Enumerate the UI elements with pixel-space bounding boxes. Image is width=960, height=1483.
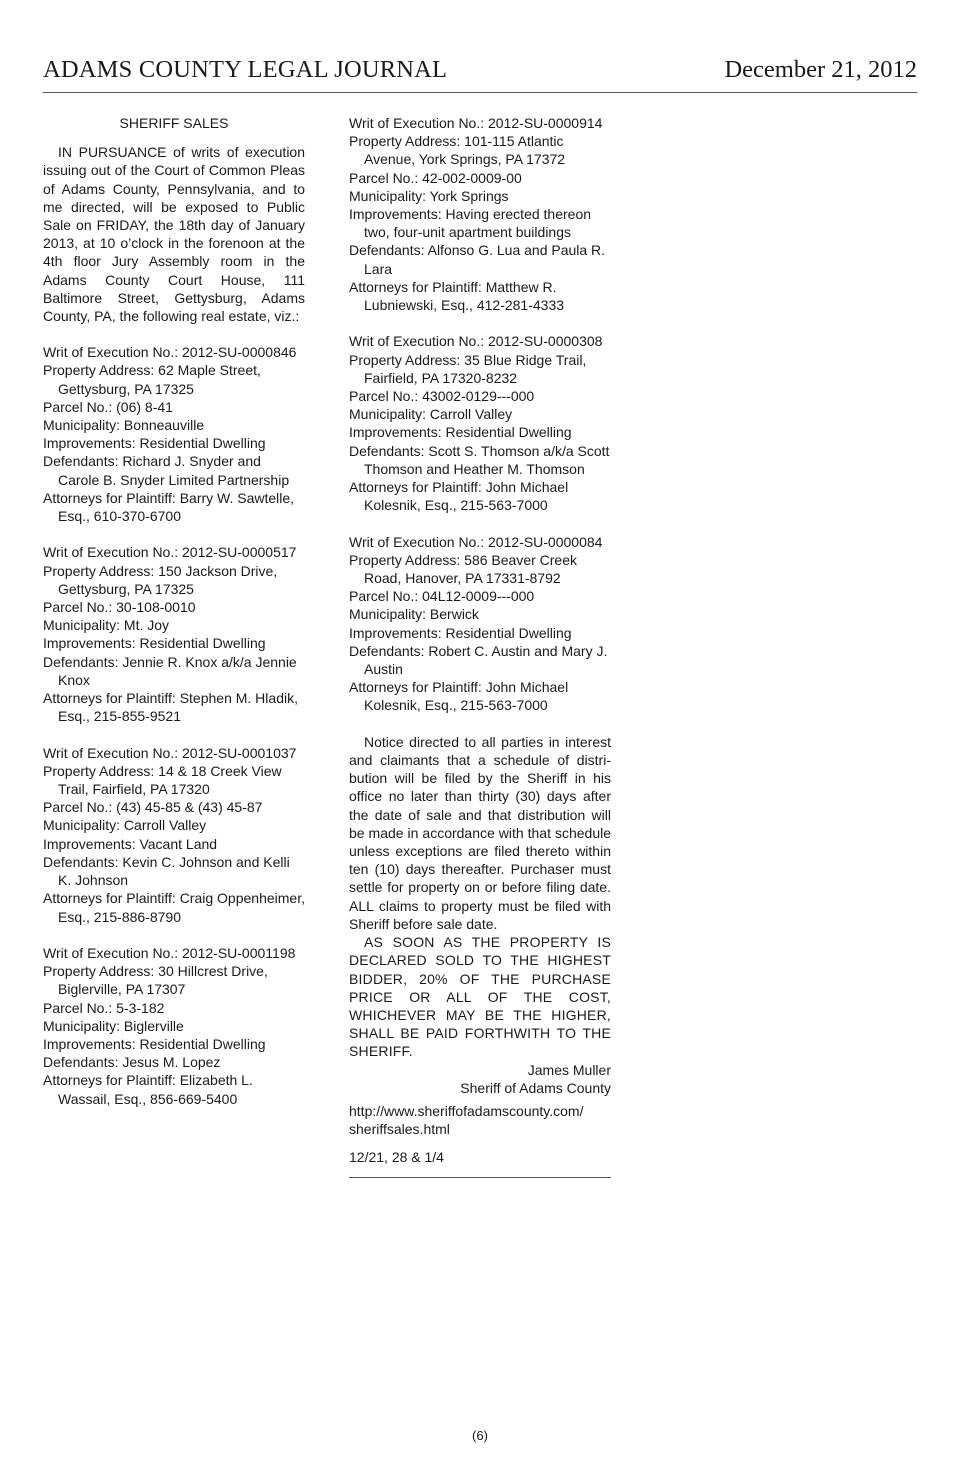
distribution-notice (349, 733, 611, 1061)
journal-title: ADAMS COUNTY LEGAL JOURNAL (43, 56, 448, 83)
property-address: Property Address: 101-115 Atlantic Avenue, York Springs, PA 17372 (349, 133, 566, 168)
improvements: Improvements: Residential Dwelling (43, 635, 266, 652)
defendants: Defendants: Alfonso G. Lua and Paula R. Lara (349, 242, 606, 277)
defendants: Defendants: Robert C. Austin and Mary J. Austin (349, 642, 608, 678)
plaintiff-attorneys: Attorneys for Plaintiff: Craig Oppenheimer, Esq., 215-886-8790 (43, 890, 305, 925)
writ-number: Writ of Execution No.: 2012-SU-0000914 (349, 115, 603, 131)
property-address: Property Address: 150 Jackson Drive, Gettysburg, PA 17325 (43, 562, 278, 597)
plaintiff-attorneys: Attorneys for Plaintiff: Matthew R. Lubniewski, Esq., 412-281-4333 (349, 278, 565, 314)
improvements: Improvements: Residential Dwelling (349, 624, 572, 641)
sale-entry (43, 744, 305, 926)
plaintiff-attorneys: Attorneys for Plaintiff: Elizabeth L. Wassail, Esq., 856-669-5400 (43, 1072, 253, 1107)
property-address: Property Address: 586 Beaver Creek Road, Hanover, PA 17331-8792 (349, 551, 578, 587)
writ-number: Writ of Execution No.: 2012-SU-0000846 (43, 344, 297, 361)
defendants: Defendants: Richard J. Snyder and Carole B. Snyder Limited Partnership (43, 453, 290, 488)
parcel-number: Parcel No.: 04L12-0009---000 (349, 588, 535, 605)
plaintiff-attorneys: Attorneys for Plaintiff: Barry W. Sawtelle, Esq., 610-370-6700 (43, 489, 295, 525)
parcel-number: Parcel No.: 5-3-182 (43, 999, 165, 1016)
improvements: Improvements: Vacant Land (43, 835, 218, 852)
improvements: Improvements: Having erected thereon two, four-unit apartment buildings (349, 206, 592, 241)
plaintiff-attorneys: Attorneys for Plaintiff: Stephen M. Hladik, Esq., 215-855-9521 (43, 690, 298, 725)
defendants: Defendants: Jesus M. Lopez (43, 1054, 221, 1071)
right-column (349, 114, 611, 1178)
sale-entry (43, 543, 305, 725)
sale-entry (43, 944, 305, 1108)
plaintiff-attorneys: Attorneys for Plaintiff: John Michael Kolesnik, Esq., 215-563-7000 (349, 679, 569, 714)
end-rule (349, 1177, 611, 1178)
parcel-number: Parcel No.: (43) 45-85 & (43) 45-87 (43, 799, 263, 816)
left-column (43, 114, 305, 1126)
section-heading: SHERIFF SALES (119, 115, 229, 131)
municipality: Municipality: Mt. Joy (43, 617, 170, 634)
improvements: Improvements: Residential Dwelling (43, 1035, 266, 1052)
property-address: Property Address: 62 Maple Street, Gettysburg, PA 17325 (43, 362, 261, 397)
page-number: (6) (472, 1428, 488, 1443)
run-dates: 12/21, 28 & 1/4 (349, 1149, 444, 1166)
parcel-number: Parcel No.: (06) 8-41 (43, 398, 173, 415)
sale-entry (349, 332, 611, 514)
municipality: Municipality: York Springs (349, 187, 509, 204)
sheriff-name: James Muller (527, 1061, 611, 1078)
notice-paragraph: Notice directed to all parties in interest and claimants that a schedule of distribution will be filed by the Sheriff in his office no later than thirty (30) days after the date of sale and that distribution will be made in accordance with that schedule unless exceptions are filed thereto within ten (10) days thereafter. Purchaser must settle for property on or before filing date. ALL claims to property must be filed with Sheriff before sale date. (349, 733, 611, 932)
left-entries (43, 343, 305, 1107)
parcel-number: Parcel No.: 43002-0129---000 (349, 388, 535, 405)
issue-date: December 21, 2012 (724, 56, 917, 83)
property-address: Property Address: 14 & 18 Creek View Trail, Fairfield, PA 17320 (43, 762, 282, 798)
improvements: Improvements: Residential Dwelling (349, 424, 572, 441)
municipality: Municipality: Berwick (349, 606, 479, 623)
writ-number: Writ of Execution No.: 2012-SU-0000084 (349, 533, 603, 550)
writ-number: Writ of Execution No.: 2012-SU-0001198 (43, 944, 296, 961)
property-address: Property Address: 30 Hillcrest Drive, Biglerville, PA 17307 (43, 963, 268, 998)
sheriff-title: Sheriff of Adams County (460, 1079, 611, 1096)
defendants: Defendants: Kevin C. Johnson and Kelli K. Johnson (43, 853, 290, 889)
defendants: Defendants: Scott S. Thomson a/k/a Scott Thomson and Heather M. Thomson (349, 442, 610, 477)
plaintiff-attorneys: Attorneys for Plaintiff: John Michael Kolesnik, Esq., 215-563-7000 (349, 479, 569, 514)
writ-number: Writ of Execution No.: 2012-SU-0000308 (349, 333, 603, 350)
parcel-number: Parcel No.: 30-108-0010 (43, 599, 196, 616)
municipality: Municipality: Biglerville (43, 1017, 184, 1034)
caps-notice-paragraph: AS SOON AS THE PROPERTY IS DECLARED SOLD TO THE HIGHEST BIDDER, 20% OF THE PURCHASE PRICE OR ALL OF THE COST, WHICHEVER MAY BE THE HIGHER, SHALL BE PAID FORTHWITH TO THE SHERIFF. (349, 934, 611, 1060)
municipality: Municipality: Carroll Valley (349, 406, 513, 423)
sale-entry (43, 343, 305, 525)
sale-entry (349, 114, 611, 314)
property-address: Property Address: 35 Blue Ridge Trail, Fairfield, PA 17320-8232 (349, 351, 587, 386)
municipality: Municipality: Carroll Valley (43, 817, 207, 834)
improvements: Improvements: Residential Dwelling (43, 435, 266, 452)
defendants: Defendants: Jennie R. Knox a/k/a Jennie Knox (43, 653, 297, 688)
masthead (43, 52, 917, 93)
intro-paragraph: IN PURSUANCE of writs of execution issuing out of the Court of Common Pleas of Adams County, Pennsylvania, and to me directed, will be exposed to Public Sale on FRIDAY, the 18th day of January 2013, at 10 o’clock in the forenoon at the 4th floor Jury Assembly room in the Adams County Court House, 111 Baltimore Street, Gettysburg, Adams County, PA, the following real estate, viz.: (43, 144, 305, 325)
sheriff-sales-url[interactable]: http://www.sheriffofadamscounty.com/​sheriffsales.html (349, 1102, 584, 1138)
parcel-number: Parcel No.: 42-002-0009-00 (349, 169, 522, 186)
writ-number: Writ of Execution No.: 2012-SU-0001037 (43, 744, 297, 761)
writ-number: Writ of Execution No.: 2012-SU-0000517 (43, 544, 297, 561)
municipality: Municipality: Bonneauville (43, 417, 205, 434)
sale-entry (349, 533, 611, 715)
